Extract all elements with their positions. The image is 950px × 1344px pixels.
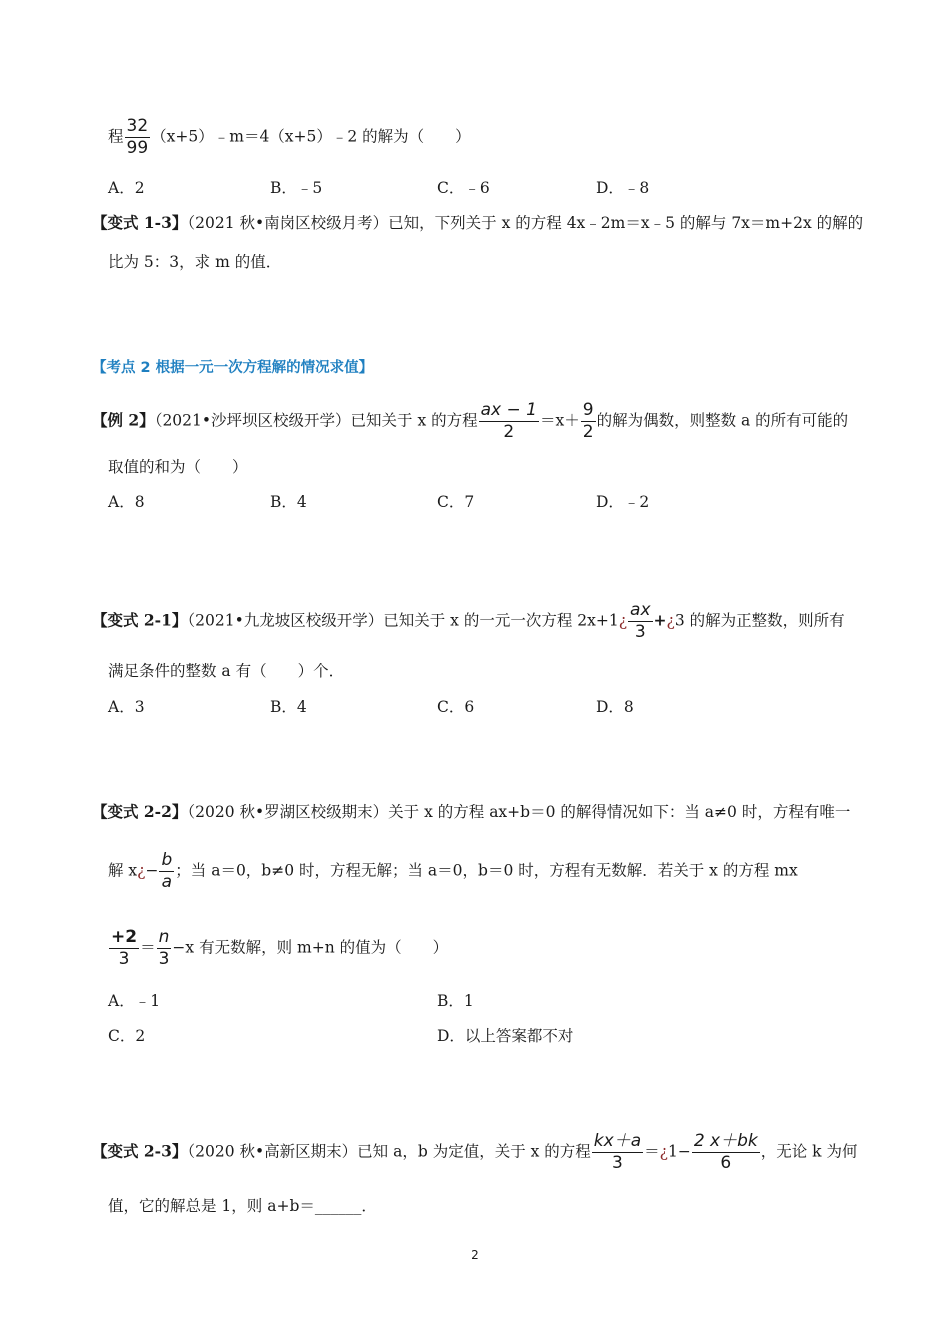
- fraction: [692, 1133, 760, 1172]
- fraction-numerator: 9: [582, 400, 594, 420]
- variant-2-1-line1: [92, 602, 845, 641]
- fraction-denominator: 2: [582, 422, 594, 442]
- text-run: （2021•九龙坡区校级开学）已知关于 x 的一元一次方程 2x+1: [187, 611, 619, 630]
- option-b: B．﹣5: [270, 179, 323, 197]
- text-run: 1−: [667, 1142, 691, 1161]
- text-run: （2020 秋•高新区期末）已知 a，b 为定值，关于 x 的方程: [187, 1142, 591, 1161]
- question-line: [108, 118, 471, 157]
- text-run: −: [145, 861, 159, 880]
- page-number: 2: [471, 1248, 479, 1262]
- fraction: [592, 1133, 643, 1172]
- text-run: 3 的解为正整数，则所有: [674, 611, 845, 630]
- text-run: ，无论 k 为何: [760, 1142, 858, 1161]
- variant-tag: 【变式 2-2】: [92, 802, 188, 821]
- option-a: A．3: [108, 698, 145, 716]
- option-d: D．﹣8: [596, 179, 650, 197]
- fraction-numerator: +2: [111, 927, 138, 947]
- option-a: A．2: [108, 179, 145, 197]
- text-run: −x 有无数解，则 m+n 的值为（ ）: [172, 938, 449, 957]
- variant-tag: 【变式 1-3】: [92, 213, 188, 232]
- text-run: 解 x: [108, 861, 138, 880]
- fraction-numerator: 2 x＋bk: [693, 1131, 758, 1151]
- variant-2-2-line1: [92, 801, 850, 823]
- option-b: B．4: [270, 493, 307, 511]
- fraction: [157, 929, 172, 968]
- fraction: [581, 402, 596, 441]
- fraction-denominator: 6: [720, 1153, 732, 1173]
- fraction-numerator: b: [161, 850, 173, 870]
- text-run: ＝x＋: [539, 411, 580, 430]
- section-heading: 【考点 2 根据一元一次方程解的情况求值】: [92, 360, 374, 376]
- variant-1-3-line1: [92, 212, 863, 234]
- option-c: C．﹣6: [437, 179, 490, 197]
- option-d: D．以上答案都不对: [437, 1027, 574, 1045]
- variant-2-1-line2: 满足条件的整数 a 有（ ）个．: [108, 662, 345, 680]
- text-run: ＝: [140, 938, 156, 957]
- fraction: [109, 929, 139, 968]
- glitch-char: ¿: [666, 611, 675, 630]
- option-a: A．8: [108, 493, 145, 511]
- fraction-numerator: ax − 1: [480, 400, 537, 420]
- text-run: +: [653, 610, 667, 630]
- option-b: B．4: [270, 698, 307, 716]
- example-tag: 【例 2】: [92, 410, 155, 430]
- variant-2-3-line1: [92, 1133, 857, 1172]
- text-run: （x+5）﹣m＝4（x+5）﹣2 的解为（ ）: [151, 127, 471, 146]
- option-c: C．7: [437, 493, 475, 511]
- option-d: D．﹣2: [596, 493, 650, 511]
- fraction-denominator: 3: [634, 622, 646, 642]
- variant-2-2-line2: [108, 852, 798, 891]
- glitch-char: ¿: [659, 1142, 668, 1161]
- variant-1-3-line2: 比为 5：3，求 m 的值．: [108, 253, 282, 271]
- fraction-denominator: 3: [612, 1153, 623, 1173]
- option-c: C．2: [108, 1027, 146, 1045]
- option-d: D．8: [596, 698, 634, 716]
- fraction: [125, 118, 151, 157]
- option-a: A．﹣1: [108, 992, 161, 1010]
- glitch-char: ¿: [137, 861, 146, 880]
- fraction-numerator: 32: [126, 116, 149, 136]
- fraction-denominator: a: [161, 872, 173, 892]
- text-run: 的解为偶数，则整数 a 的所有可能的: [596, 411, 849, 430]
- variant-tag: 【变式 2-1】: [92, 610, 188, 630]
- example-2-line1: [92, 402, 848, 441]
- variant-tag: 【变式 2-3】: [92, 1141, 188, 1161]
- fraction-denominator: 2: [503, 422, 515, 442]
- text-run: 程: [108, 127, 124, 146]
- fraction: [159, 852, 174, 891]
- fraction-denominator: 3: [118, 949, 130, 969]
- variant-2-3-line2: 值，它的解总是 1，则 a+b＝______．: [108, 1197, 377, 1215]
- glitch-char: ¿: [618, 611, 628, 630]
- fraction: [628, 602, 652, 641]
- text-run: （2021•沙坪坝区校级开学）已知关于 x 的方程: [154, 411, 478, 430]
- fraction-denominator: 99: [126, 138, 149, 158]
- fraction-numerator: n: [157, 929, 172, 949]
- text-run: ＝: [644, 1142, 660, 1161]
- variant-2-2-line3: [108, 929, 448, 968]
- fraction: [479, 402, 539, 441]
- fraction-numerator: ax: [630, 600, 651, 620]
- example-2-line2: 取值的和为（ ）: [108, 458, 248, 476]
- option-c: C．6: [437, 698, 475, 716]
- text-run: （2020 秋•罗湖区校级期末）关于 x 的方程 ax+b＝0 的解得情况如下：当 a≠0 时，方程有唯一: [187, 803, 851, 821]
- fraction-denominator: 3: [158, 949, 170, 969]
- text-run: ；当 a＝0，b≠0 时，方程无解；当 a＝0，b＝0 时，方程有无数解．若关于 x 的方程 mx: [175, 861, 798, 880]
- text-run: （2021 秋•南岗区校级月考）已知，下列关于 x 的方程 4x﹣2m＝x﹣5 的解与 7x＝m+2x 的解的: [187, 214, 864, 232]
- fraction-numerator: kx＋a: [593, 1131, 642, 1151]
- option-b: B．1: [437, 992, 474, 1010]
